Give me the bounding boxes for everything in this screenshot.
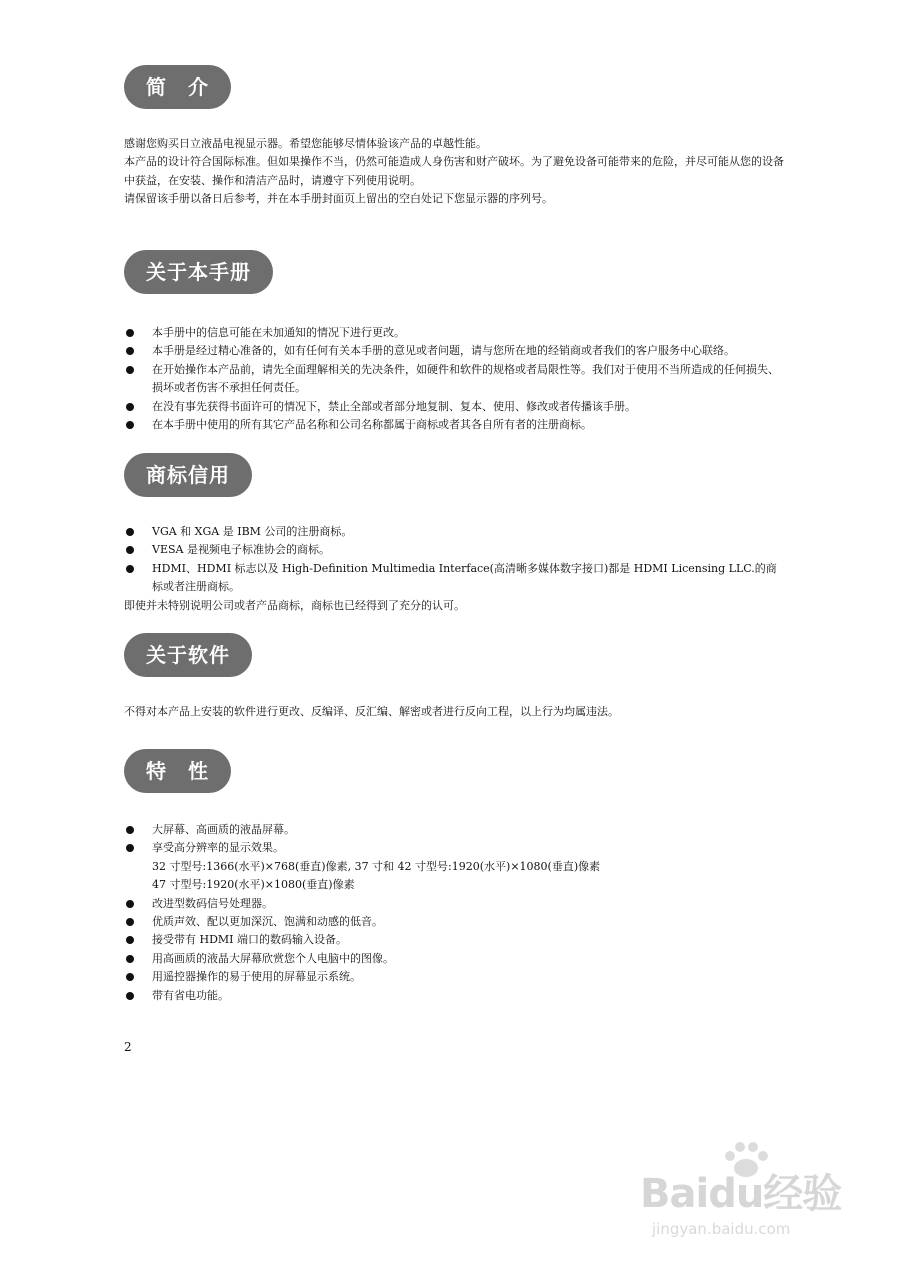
manual-section xyxy=(124,250,784,434)
trademarks-heading: 商标信用 xyxy=(124,453,252,497)
intro-paragraph: 本产品的设计符合国际标准。但如果操作不当，仍然可能造成人身伤害和财产破坏。为了避免设备可能带来的危险，并尽可能从您的设备中获益，在安装、操作和清洁产品时，请遵守下列使用说明。 xyxy=(124,155,784,187)
list-item xyxy=(124,968,784,986)
list-item-text: 用遥控器操作的易于使用的屏幕显示系统。 xyxy=(152,970,361,984)
list-item xyxy=(124,895,784,913)
list-item-text: VESA 是视频电子标准协会的商标。 xyxy=(152,543,330,557)
list-item-text: 在没有事先获得书面许可的情况下，禁止全部或者部分地复制、复本、使用、修改或者传播该手册。 xyxy=(152,399,636,413)
list-item-text: 在本手册中使用的所有其它产品名称和公司名称都属于商标或者其各自所有者的注册商标。 xyxy=(152,418,592,432)
trademarks-list xyxy=(124,523,784,597)
list-item-text: 改进型数码信号处理器。 xyxy=(152,896,273,910)
list-item xyxy=(124,913,784,931)
intro-body xyxy=(124,135,784,209)
bullet-icon xyxy=(126,973,134,981)
bullet-icon xyxy=(126,546,134,554)
list-item-text: VGA 和 XGA 是 IBM 公司的注册商标。 xyxy=(152,525,353,538)
bullet-icon xyxy=(126,918,134,926)
page-number: 2 xyxy=(124,1040,132,1054)
manual-body xyxy=(124,324,784,434)
bullet-icon xyxy=(126,936,134,944)
list-item xyxy=(124,398,784,416)
features-section xyxy=(124,749,784,1005)
list-item xyxy=(124,324,784,342)
resolution-line: 32 寸型号:1366(水平)×768(垂直)像素, 37 寸和 42 寸型号:1920(水平)×1080(垂直)像素 xyxy=(152,859,601,873)
bullet-icon xyxy=(126,565,134,573)
software-heading: 关于软件 xyxy=(124,633,252,677)
bullet-icon xyxy=(126,955,134,963)
trademarks-body xyxy=(124,523,784,615)
bullet-icon xyxy=(126,421,134,429)
baidu-watermark xyxy=(640,1140,860,1250)
list-item xyxy=(124,523,784,541)
intro-paragraph: 请保留该手册以备日后参考，并在本手册封面页上留出的空白处记下您显示器的序列号。 xyxy=(124,192,553,206)
manual-list xyxy=(124,324,784,434)
list-item xyxy=(124,821,784,839)
bullet-icon xyxy=(126,844,134,852)
list-item xyxy=(124,950,784,968)
features-body xyxy=(124,821,784,1005)
features-list xyxy=(124,821,784,1005)
list-item xyxy=(124,416,784,434)
bullet-icon xyxy=(126,528,134,536)
software-text: 不得对本产品上安装的软件进行更改、反编译、反汇编、解密或者进行反向工程，以上行为均属违法。 xyxy=(124,705,619,718)
list-item-text: 优质声效、配以更加深沉、饱满和动感的低音。 xyxy=(152,915,383,929)
list-item-text: 享受高分辨率的显示效果。 xyxy=(152,841,284,855)
software-body xyxy=(124,703,784,721)
list-item xyxy=(124,361,784,398)
list-item xyxy=(124,541,784,559)
list-item xyxy=(124,342,784,360)
bullet-icon xyxy=(126,366,134,374)
intro-heading: 简 介 xyxy=(124,65,231,109)
list-item xyxy=(124,839,784,894)
watermark-url: jingyan.baidu.com xyxy=(652,1220,791,1238)
features-heading: 特 性 xyxy=(124,749,231,793)
bullet-icon xyxy=(126,329,134,337)
list-item-text: 本手册是经过精心准备的，如有任何有关本手册的意见或者问题，请与您所在地的经销商或者我们的客户服务中心联络。 xyxy=(152,344,735,358)
list-item xyxy=(124,560,784,597)
list-item-text: 接受带有 HDMI 端口的数码输入设备。 xyxy=(152,933,348,947)
bullet-icon xyxy=(126,992,134,1000)
trademarks-section xyxy=(124,453,784,615)
bullet-icon xyxy=(126,347,134,355)
list-item-text: 本手册中的信息可能在未加通知的情况下进行更改。 xyxy=(152,326,405,339)
trademarks-note: 即使并未特别说明公司或者产品商标，商标也已经得到了充分的认可。 xyxy=(124,598,465,612)
bullet-icon xyxy=(126,403,134,411)
list-item-text: 用高画质的液晶大屏幕欣赏您个人电脑中的图像。 xyxy=(152,951,394,965)
software-section xyxy=(124,633,784,721)
bullet-icon xyxy=(126,826,134,834)
list-item-text: 大屏幕、高画质的液晶屏幕。 xyxy=(152,823,295,836)
manual-heading: 关于本手册 xyxy=(124,250,273,294)
intro-paragraph: 感谢您购买日立液晶电视显示器。希望您能够尽情体验该产品的卓越性能。 xyxy=(124,137,487,150)
resolution-line: 47 寸型号:1920(水平)×1080(垂直)像素 xyxy=(152,878,355,892)
list-item-text: 带有省电功能。 xyxy=(152,988,229,1002)
intro-section xyxy=(124,65,784,209)
list-item xyxy=(124,987,784,1005)
bullet-icon xyxy=(126,900,134,908)
watermark-logo: Baidu经验 xyxy=(640,1171,842,1217)
list-item-text: 在开始操作本产品前，请先全面理解相关的先决条件，如硬件和软件的规格或者局限性等。我们对于使用不当所造成的任何损失、损坏或者伤害不承担任何责任。 xyxy=(152,362,779,395)
list-item xyxy=(124,931,784,949)
list-item-text: HDMI、HDMI 标志以及 High-Definition Multimedia Interface(高清晰多媒体数字接口)都是 HDMI Licensing LLC.的商标或者注册商标。 xyxy=(152,561,777,594)
